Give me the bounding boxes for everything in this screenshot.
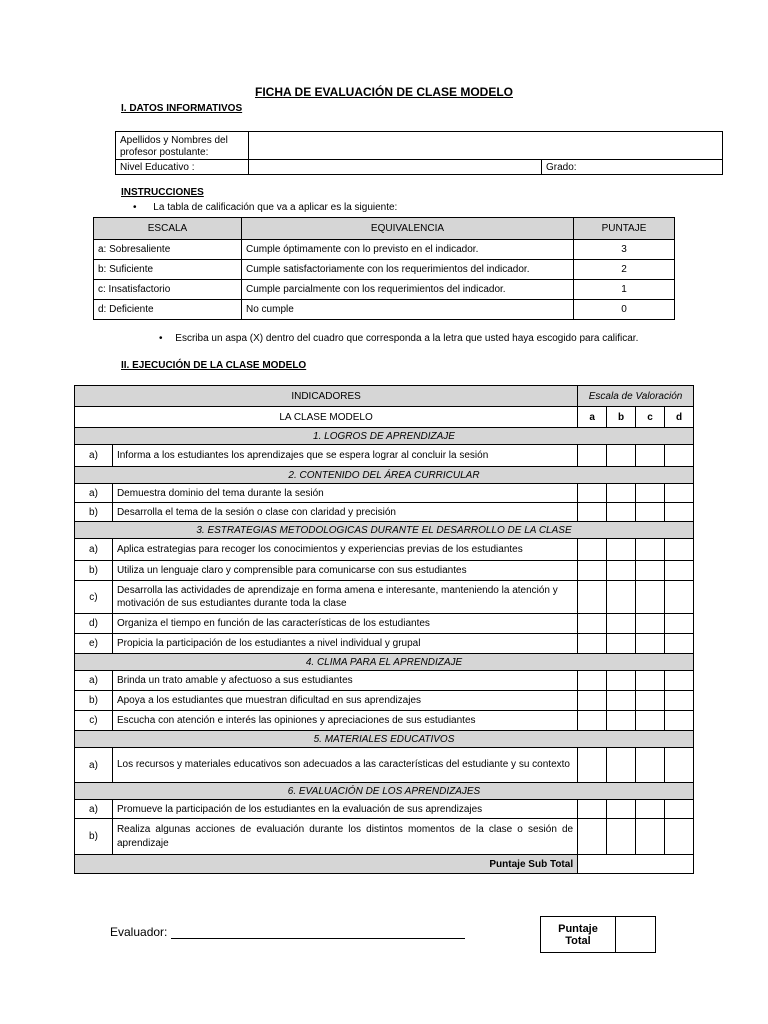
cell-c[interactable] bbox=[636, 800, 665, 819]
cell-d[interactable] bbox=[665, 691, 694, 711]
scale-equivalencia: Cumple óptimamente con lo previsto en el indicador. bbox=[242, 240, 574, 260]
item-text: Promueve la participación de los estudiantes en la evaluación de sus aprendizajes bbox=[112, 800, 577, 819]
instructions-heading: INSTRUCCIONES bbox=[121, 187, 204, 198]
subtotal-label: Puntaje Sub Total bbox=[75, 855, 578, 874]
cell-c[interactable] bbox=[636, 503, 665, 522]
indicator-row bbox=[75, 503, 694, 522]
cell-c[interactable] bbox=[636, 819, 665, 855]
instruction-text-2: Escriba un aspa (X) dentro del cuadro que corresponda a la letra que usted haya escogido para calificar. bbox=[175, 333, 639, 344]
scale-puntaje: 1 bbox=[574, 280, 675, 300]
scale-escala: b: Suficiente bbox=[94, 260, 242, 280]
cell-d[interactable] bbox=[665, 484, 694, 503]
item-text: Propicia la participación de los estudiantes a nivel individual y grupal bbox=[112, 634, 577, 654]
evaluation-table bbox=[74, 385, 694, 874]
indicator-row bbox=[75, 748, 694, 783]
cell-a[interactable] bbox=[578, 484, 607, 503]
item-text: Aplica estrategias para recoger los conocimientos y experiencias previas de los estudiantes bbox=[112, 539, 577, 561]
cell-c[interactable] bbox=[636, 484, 665, 503]
scale-escala: c: Insatisfactorio bbox=[94, 280, 242, 300]
cell-c[interactable] bbox=[636, 614, 665, 634]
cell-c[interactable] bbox=[636, 691, 665, 711]
cell-d[interactable] bbox=[665, 671, 694, 691]
instruction-text-1: La tabla de calificación que va a aplicar es la siguiente: bbox=[153, 202, 398, 213]
scale-equivalencia: Cumple parcialmente con los requerimientos del indicador. bbox=[242, 280, 574, 300]
section-title: 3. ESTRATEGIAS METODOLOGICAS DURANTE EL DESARROLLO DE LA CLASE bbox=[75, 522, 694, 539]
instruction-bullet-1 bbox=[133, 202, 397, 213]
cell-c[interactable] bbox=[636, 634, 665, 654]
name-label bbox=[116, 132, 249, 160]
total-score-label bbox=[541, 917, 616, 953]
item-text: Escucha con atención e interés las opiniones y apreciaciones de sus estudiantes bbox=[112, 711, 577, 731]
item-text: Realiza algunas acciones de evaluación durante los distintos momentos de la clase o sesión de aprendizaje bbox=[112, 819, 577, 855]
cell-d[interactable] bbox=[665, 711, 694, 731]
cell-d[interactable] bbox=[665, 819, 694, 855]
bullet-icon: • bbox=[159, 333, 163, 344]
item-index: a) bbox=[75, 484, 113, 503]
cell-d[interactable] bbox=[665, 445, 694, 467]
item-text: Informa a los estudiantes los aprendizajes que se espera lograr al concluir la sesión bbox=[112, 445, 577, 467]
cell-d[interactable] bbox=[665, 539, 694, 561]
cell-b[interactable] bbox=[607, 484, 636, 503]
total-score-label-line1: Puntaje bbox=[558, 922, 598, 935]
cell-c[interactable] bbox=[636, 561, 665, 581]
cell-b[interactable] bbox=[607, 748, 636, 783]
cell-a[interactable] bbox=[578, 671, 607, 691]
cell-a[interactable] bbox=[578, 503, 607, 522]
subtotal-field[interactable] bbox=[578, 855, 694, 874]
scale-header-puntaje: PUNTAJE bbox=[574, 218, 675, 240]
cell-d[interactable] bbox=[665, 614, 694, 634]
indicator-row bbox=[75, 539, 694, 561]
indicator-row bbox=[75, 634, 694, 654]
cell-d[interactable] bbox=[665, 561, 694, 581]
bullet-icon: • bbox=[133, 202, 137, 213]
section-title: 1. LOGROS DE APRENDIZAJE bbox=[75, 428, 694, 445]
item-index: a) bbox=[75, 539, 113, 561]
total-score-field[interactable] bbox=[616, 917, 656, 953]
letter-c: c bbox=[636, 407, 665, 428]
section-title: 2. CONTENIDO DEL ÁREA CURRICULAR bbox=[75, 467, 694, 484]
level-label: Nivel Educativo : bbox=[116, 160, 249, 175]
cell-c[interactable] bbox=[636, 539, 665, 561]
scale-row bbox=[94, 300, 675, 320]
instruction-bullet-2 bbox=[159, 333, 638, 344]
indicator-row bbox=[75, 691, 694, 711]
grade-field[interactable] bbox=[542, 160, 723, 175]
item-index: c) bbox=[75, 581, 113, 614]
scale-header-equivalencia: EQUIVALENCIA bbox=[242, 218, 574, 240]
item-index: b) bbox=[75, 561, 113, 581]
cell-a[interactable] bbox=[578, 539, 607, 561]
cell-b[interactable] bbox=[607, 539, 636, 561]
cell-c[interactable] bbox=[636, 445, 665, 467]
cell-c[interactable] bbox=[636, 671, 665, 691]
section-title: 4. CLIMA PARA EL APRENDIZAJE bbox=[75, 654, 694, 671]
scale-puntaje: 3 bbox=[574, 240, 675, 260]
section-ejecucion: II. EJECUCIÓN DE LA CLASE MODELO bbox=[121, 360, 307, 371]
item-index: a) bbox=[75, 671, 113, 691]
cell-a[interactable] bbox=[578, 819, 607, 855]
indicator-row bbox=[75, 800, 694, 819]
cell-b[interactable] bbox=[607, 445, 636, 467]
section-title: 5. MATERIALES EDUCATIVOS bbox=[75, 731, 694, 748]
letter-a: a bbox=[578, 407, 607, 428]
cell-d[interactable] bbox=[665, 800, 694, 819]
indicator-row bbox=[75, 581, 694, 614]
letter-d: d bbox=[665, 407, 694, 428]
item-text: Organiza el tiempo en función de las características de los estudiantes bbox=[112, 614, 577, 634]
indicator-row bbox=[75, 614, 694, 634]
indicator-row bbox=[75, 671, 694, 691]
evaluator-label: Evaluador: bbox=[110, 925, 168, 939]
section-title: 6. EVALUACIÓN DE LOS APRENDIZAJES bbox=[75, 783, 694, 800]
section-datos-informativos: I. DATOS INFORMATIVOS bbox=[121, 103, 243, 114]
cell-a[interactable] bbox=[578, 748, 607, 783]
cell-c[interactable] bbox=[636, 711, 665, 731]
indicadores-header: INDICADORES bbox=[75, 386, 578, 407]
indicator-row bbox=[75, 819, 694, 855]
scale-row bbox=[94, 260, 675, 280]
indicator-row bbox=[75, 711, 694, 731]
item-index: b) bbox=[75, 691, 113, 711]
scale-puntaje: 2 bbox=[574, 260, 675, 280]
scale-escala: a: Sobresaliente bbox=[94, 240, 242, 260]
cell-a[interactable] bbox=[578, 561, 607, 581]
cell-b[interactable] bbox=[607, 711, 636, 731]
scale-table bbox=[93, 217, 675, 320]
cell-b[interactable] bbox=[607, 561, 636, 581]
item-index: a) bbox=[75, 445, 113, 467]
cell-a[interactable] bbox=[578, 691, 607, 711]
cell-a[interactable] bbox=[578, 634, 607, 654]
level-field[interactable] bbox=[249, 160, 542, 175]
item-index: b) bbox=[75, 819, 113, 855]
info-table bbox=[115, 131, 723, 175]
cell-b[interactable] bbox=[607, 819, 636, 855]
cell-a[interactable] bbox=[578, 445, 607, 467]
cell-a[interactable] bbox=[578, 581, 607, 614]
name-label-line1: Apellidos y Nombres del bbox=[120, 134, 228, 146]
item-text: Brinda un trato amable y afectuoso a sus estudiantes bbox=[112, 671, 577, 691]
indicator-row bbox=[75, 561, 694, 581]
cell-a[interactable] bbox=[578, 614, 607, 634]
item-index: a) bbox=[75, 748, 113, 783]
evaluator-block bbox=[110, 925, 465, 939]
cell-b[interactable] bbox=[607, 614, 636, 634]
total-score-label-line2: Total bbox=[565, 934, 591, 947]
item-index: c) bbox=[75, 711, 113, 731]
cell-d[interactable] bbox=[665, 503, 694, 522]
cell-a[interactable] bbox=[578, 800, 607, 819]
cell-d[interactable] bbox=[665, 634, 694, 654]
scale-header-escala: ESCALA bbox=[94, 218, 242, 240]
scale-row bbox=[94, 240, 675, 260]
page-title: FICHA DE EVALUACIÓN DE CLASE MODELO bbox=[254, 85, 513, 99]
cell-c[interactable] bbox=[636, 748, 665, 783]
cell-b[interactable] bbox=[607, 800, 636, 819]
item-text: Los recursos y materiales educativos son adecuados a las características del estudiante y su contexto bbox=[112, 748, 577, 783]
scale-escala: d: Deficiente bbox=[94, 300, 242, 320]
item-text: Utiliza un lenguaje claro y comprensible para comunicarse con sus estudiantes bbox=[112, 561, 577, 581]
indicator-row bbox=[75, 484, 694, 503]
item-index: b) bbox=[75, 503, 113, 522]
letter-b: b bbox=[607, 407, 636, 428]
cell-b[interactable] bbox=[607, 581, 636, 614]
cell-b[interactable] bbox=[607, 634, 636, 654]
item-text: Desarrolla las actividades de aprendizaje en forma amena e interesante, manteniendo la atención y motivación de sus estudiantes durante toda la clase bbox=[112, 581, 577, 614]
cell-d[interactable] bbox=[665, 748, 694, 783]
scale-equivalencia: Cumple satisfactoriamente con los requerimientos del indicador. bbox=[242, 260, 574, 280]
name-label-line2: profesor postulante: bbox=[120, 146, 209, 158]
item-index: e) bbox=[75, 634, 113, 654]
cell-d[interactable] bbox=[665, 581, 694, 614]
item-text: Desarrolla el tema de la sesión o clase con claridad y precisión bbox=[112, 503, 577, 522]
item-index: d) bbox=[75, 614, 113, 634]
cell-c[interactable] bbox=[636, 581, 665, 614]
grade-label: Grado: bbox=[546, 161, 577, 173]
cell-b[interactable] bbox=[607, 503, 636, 522]
scale-puntaje: 0 bbox=[574, 300, 675, 320]
scale-equivalencia: No cumple bbox=[242, 300, 574, 320]
escala-valoracion-header: Escala de Valoración bbox=[578, 386, 694, 407]
cell-b[interactable] bbox=[607, 691, 636, 711]
item-text: Demuestra dominio del tema durante la sesión bbox=[112, 484, 577, 503]
name-field[interactable] bbox=[249, 132, 723, 160]
scale-row bbox=[94, 280, 675, 300]
evaluator-signature-line[interactable] bbox=[171, 926, 465, 939]
cell-a[interactable] bbox=[578, 711, 607, 731]
indicator-row bbox=[75, 445, 694, 467]
total-score-table bbox=[540, 916, 656, 953]
clase-modelo-header: LA CLASE MODELO bbox=[75, 407, 578, 428]
item-index: a) bbox=[75, 800, 113, 819]
item-text: Apoya a los estudiantes que muestran dificultad en sus aprendizajes bbox=[112, 691, 577, 711]
cell-b[interactable] bbox=[607, 671, 636, 691]
